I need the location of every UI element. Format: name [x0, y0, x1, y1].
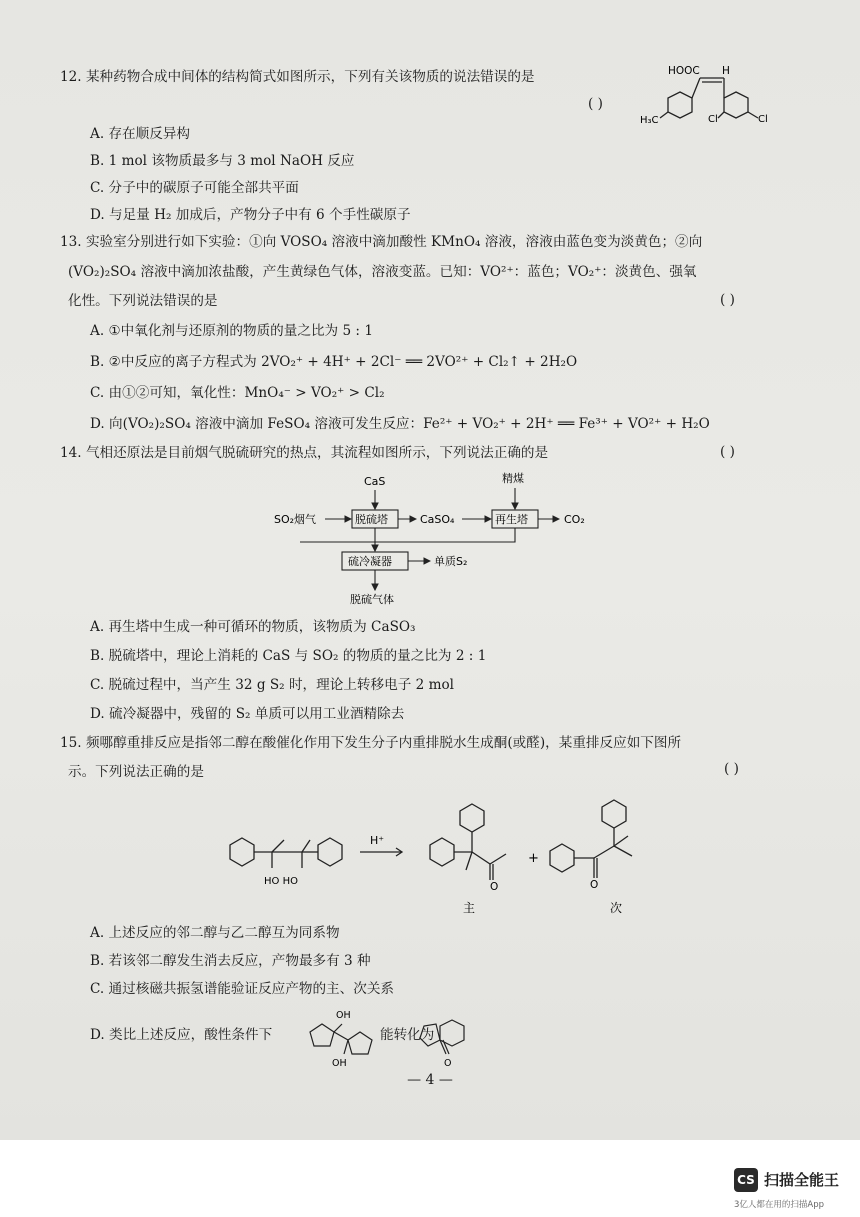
flow-s2: 单质S₂ — [434, 555, 468, 568]
q15-answer-paren: ( ) — [724, 761, 739, 777]
q14-stem: 14. 气相还原法是目前烟气脱硫研究的热点，其流程如图所示，下列说法正确的是 — [60, 445, 549, 461]
q15-option-d-mid: 能转化为 — [380, 1027, 435, 1043]
q15-label-minor: 次 — [610, 901, 623, 915]
q15-label-major: 主 — [463, 901, 476, 915]
q13-answer-paren: ( ) — [720, 292, 735, 308]
q12-structure — [640, 60, 790, 130]
scanner-brand: 扫描全能王 — [764, 1171, 840, 1189]
q12-answer-paren: ( ) — [588, 96, 603, 112]
flow-gas-out: 脱硫气体 — [350, 593, 394, 606]
q15-option-a: A. 上述反应的邻二醇与乙二醇互为同系物 — [90, 925, 340, 941]
q13-line-1: 13. 实验室分别进行如下实验：①向 VOSO₄ 溶液中滴加酸性 KMnO₄ 溶液，溶液由蓝色变为淡黄色；②向 — [60, 234, 703, 250]
flow-cas: CaS — [364, 475, 386, 488]
q13-line-3: 化性。下列说法错误的是 — [68, 293, 218, 309]
q14-answer-paren: ( ) — [720, 444, 735, 460]
q14-option-c: C. 脱硫过程中，当产生 32 g S₂ 时，理论上转移电子 2 mol — [90, 677, 455, 693]
q12-label-ch3: H₃C — [640, 115, 659, 126]
page-number: — 4 — — [407, 1072, 453, 1088]
scanner-tagline: 3亿人都在用的扫描App — [734, 1200, 825, 1210]
q13-option-a: A. ①中氧化剂与还原剂的物质的量之比为 5 : 1 — [90, 323, 373, 339]
q15-label-plus: + — [528, 851, 539, 866]
flow-desulf-tower: 脱硫塔 — [355, 513, 388, 526]
q15-d-o: O — [444, 1058, 452, 1068]
q12-label-cooh: HOOC — [668, 65, 700, 77]
q12-option-b: B. 1 mol 该物质最多与 3 mol NaOH 反应 — [90, 153, 355, 169]
q15-line-1: 15. 频哪醇重排反应是指邻二醇在酸催化作用下发生分子内重排脱水生成酮(或醛)，某重排反应如下图所 — [60, 735, 682, 751]
q15-option-d-prefix: D. 类比上述反应，酸性条件下 — [90, 1027, 273, 1043]
q12-label-cl1: Cl — [708, 114, 718, 125]
scanner-logo-icon: CS — [734, 1168, 758, 1192]
q14-option-b: B. 脱硫塔中，理论上消耗的 CaS 与 SO₂ 的物质的量之比为 2 : 1 — [90, 648, 487, 664]
flow-regen-tower: 再生塔 — [495, 513, 528, 526]
q15-label-catalyst: H⁺ — [370, 834, 385, 847]
flow-condenser: 硫冷凝器 — [348, 555, 392, 568]
q12-option-c: C. 分子中的碳原子可能全部共平面 — [90, 180, 299, 196]
q13-option-c: C. 由①②可知，氧化性：MnO₄⁻ > VO₂⁺ > Cl₂ — [90, 385, 385, 401]
q15-option-c: C. 通过核磁共振氢谱能验证反应产物的主、次关系 — [90, 981, 395, 997]
q12-label-cl2: Cl — [758, 114, 768, 125]
q15-label-o1: O — [490, 881, 499, 893]
q15-line-2: 示。下列说法正确的是 — [68, 764, 204, 780]
q13-option-d: D. 向(VO₂)₂SO₄ 溶液中滴加 FeSO₄ 溶液可发生反应：Fe²⁺ + VO₂⁺ + 2H⁺ ══ Fe³⁺ + VO²⁺ + H₂O — [90, 416, 710, 432]
q12-option-a: A. 存在顺反异构 — [90, 126, 191, 142]
flow-co2: CO₂ — [564, 513, 585, 526]
q14-flow-diagram — [270, 468, 610, 608]
flow-coal: 精煤 — [502, 472, 524, 485]
q14-option-a: A. 再生塔中生成一种可循环的物质，该物质为 CaSO₃ — [90, 619, 416, 635]
q13-option-b: B. ②中反应的离子方程式为 2VO₂⁺ + 4H⁺ + 2Cl⁻ ══ 2VO²⁺ + Cl₂↑ + 2H₂O — [90, 354, 578, 370]
q14-option-d: D. 硫冷凝器中，残留的 S₂ 单质可以用工业酒精除去 — [90, 706, 405, 722]
q13-line-2: (VO₂)₂SO₄ 溶液中滴加浓盐酸，产生黄绿色气体，溶液变蓝。已知：VO²⁺：蓝色；VO₂⁺：淡黄色、强氧 — [68, 264, 697, 280]
flow-caso4: CaSO₄ — [420, 513, 455, 526]
q15-d-oh2: OH — [332, 1058, 347, 1068]
q15-label-ho: HO HO — [264, 876, 298, 887]
flow-so2-gas: SO₂烟气 — [274, 513, 317, 526]
q12-stem: 12. 某种药物合成中间体的结构简式如图所示，下列有关该物质的说法错误的是 — [60, 69, 535, 85]
q15-d-oh1: OH — [336, 1010, 351, 1021]
q15-reaction-scheme — [210, 790, 700, 920]
q15-label-o2: O — [590, 879, 599, 891]
q12-option-d: D. 与足量 H₂ 加成后，产物分子中有 6 个手性碳原子 — [90, 207, 411, 223]
q12-label-h: H — [722, 65, 730, 77]
q15-option-b: B. 若该邻二醇发生消去反应，产物最多有 3 种 — [90, 953, 371, 969]
scanner-watermark — [734, 1168, 844, 1212]
